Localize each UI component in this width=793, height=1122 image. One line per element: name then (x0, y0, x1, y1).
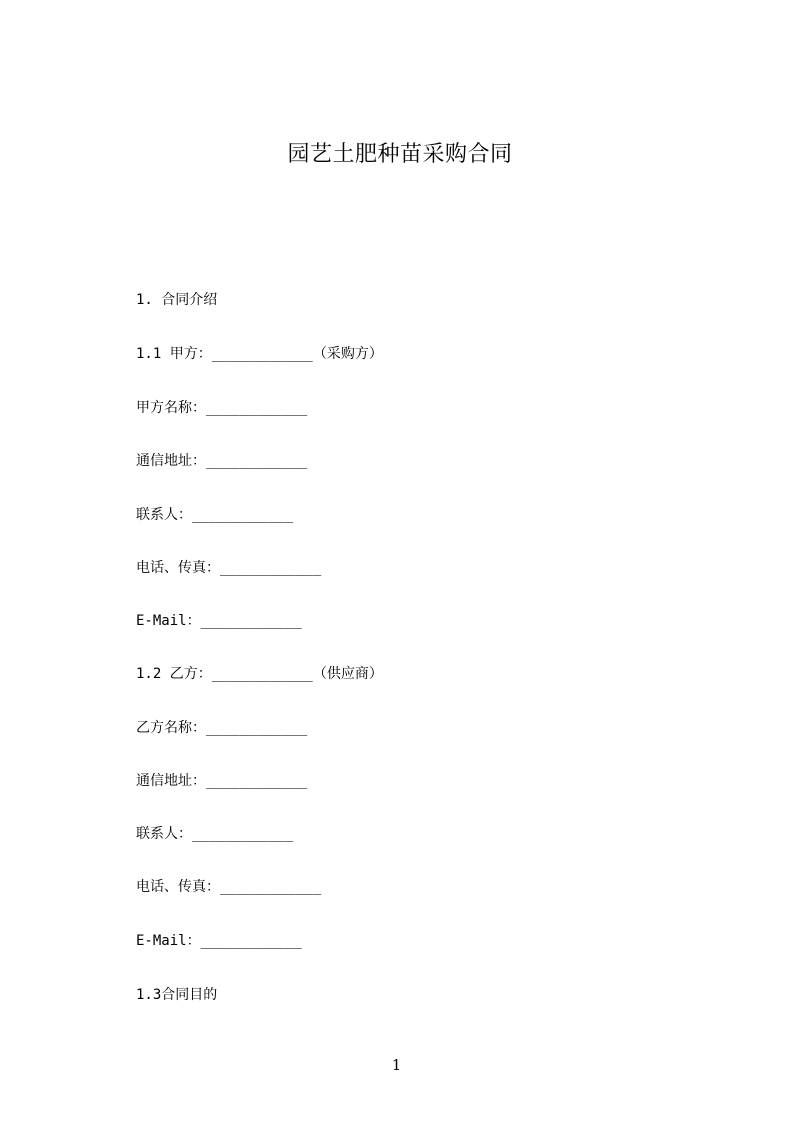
page-number: 1 (391, 1056, 402, 1074)
party-b-address-line: 通信地址：____________ (136, 773, 308, 789)
section-heading: 1. 合同介绍 (136, 292, 218, 308)
party-a-email-line: E-Mail：____________ (136, 613, 302, 629)
party-a-address-line: 通信地址：____________ (136, 453, 308, 469)
document-title: 园艺土肥种苗采购合同 (287, 142, 513, 167)
party-b-contact-line: 联系人：____________ (136, 826, 294, 842)
party-b-email-line: E-Mail：____________ (136, 933, 302, 949)
party-a-name-line: 甲方名称：____________ (136, 400, 308, 416)
party-b-name-line: 乙方名称：____________ (136, 720, 308, 736)
party-a-heading: 1.1 甲方：____________（采购方） (136, 346, 383, 362)
contract-purpose-heading: 1.3合同目的 (136, 987, 218, 1003)
party-a-contact-line: 联系人：____________ (136, 507, 294, 523)
party-b-heading: 1.2 乙方：____________（供应商） (136, 666, 383, 682)
party-a-phone-fax-line: 电话、传真：____________ (136, 560, 322, 576)
party-b-phone-fax-line: 电话、传真：____________ (136, 879, 322, 895)
